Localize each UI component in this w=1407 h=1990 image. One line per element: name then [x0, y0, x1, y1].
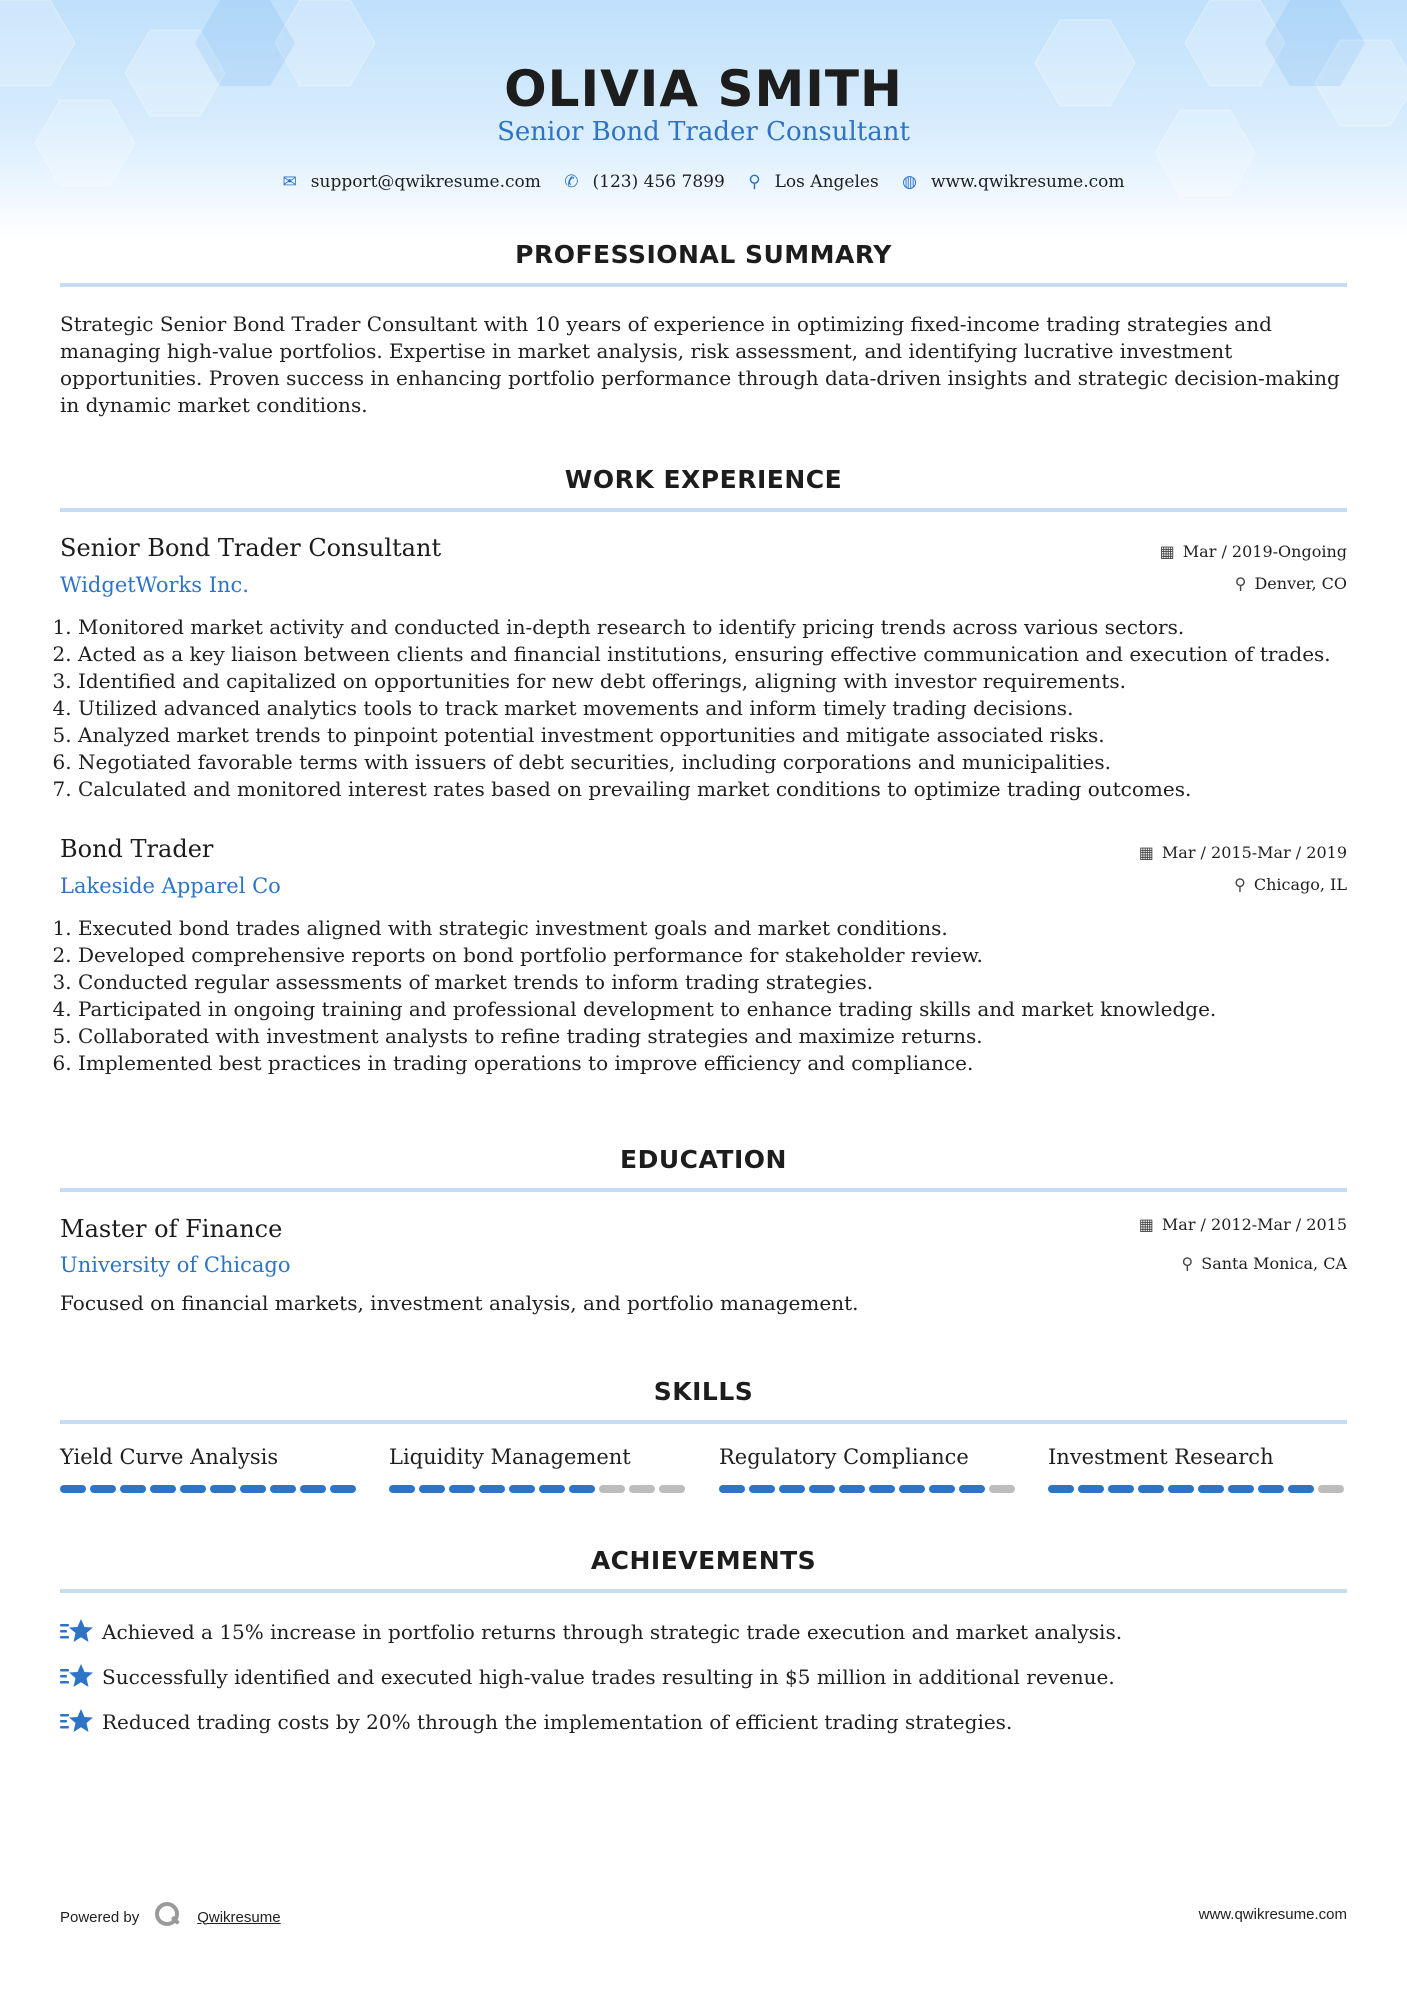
skill-level-segment — [419, 1485, 445, 1493]
qwikresume-link[interactable]: Qwikresume — [197, 1908, 281, 1926]
skill-level-segment — [659, 1485, 685, 1493]
job-company: WidgetWorks Inc. — [60, 573, 249, 597]
skill-level-segment — [1318, 1485, 1344, 1493]
location-pin-icon: ⚲ — [748, 172, 761, 192]
skill-level-segment — [150, 1485, 176, 1493]
skill-level-segment — [330, 1485, 356, 1493]
skill-level-segment — [539, 1485, 565, 1493]
list-item: 7. Calculated and monitored interest rates based on prevailing market conditions to optimize trading outcomes. — [78, 776, 1368, 803]
skill-level-segment — [90, 1485, 116, 1493]
skill-level-bar — [389, 1485, 685, 1493]
calendar-icon: ▦ — [1138, 843, 1154, 862]
achievement-item: Reduced trading costs by 20% through the implementation of efficient trading strategies. — [60, 1707, 1350, 1740]
job-bullets — [60, 614, 1368, 803]
skill-item — [1048, 1445, 1348, 1469]
pin-icon: ⚲ — [1181, 1254, 1194, 1273]
summary-heading: PROFESSIONAL SUMMARY — [515, 240, 892, 269]
skill-level-segment — [449, 1485, 475, 1493]
skill-level-segment — [809, 1485, 835, 1493]
contact-email[interactable]: ✉ support@qwikresume.com — [282, 172, 541, 192]
candidate-name: OLIVIA SMITH — [504, 60, 903, 118]
skill-level-segment — [719, 1485, 745, 1493]
skill-level-bar — [60, 1485, 356, 1493]
contact-location: ⚲ Los Angeles — [748, 172, 879, 192]
skill-level-segment — [479, 1485, 505, 1493]
skill-level-segment — [869, 1485, 895, 1493]
calendar-icon: ▦ — [1159, 542, 1175, 561]
calendar-icon: ▦ — [1138, 1215, 1154, 1234]
skill-level-segment — [1078, 1485, 1104, 1493]
job-company: Lakeside Apparel Co — [60, 874, 281, 898]
pin-icon: ⚲ — [1234, 574, 1247, 593]
section-divider — [60, 508, 1347, 512]
skill-level-segment — [389, 1485, 415, 1493]
section-divider — [60, 1589, 1347, 1593]
skill-level-segment — [779, 1485, 805, 1493]
section-divider — [60, 1420, 1347, 1424]
skill-level-segment — [929, 1485, 955, 1493]
job-date: ▦ Mar / 2019-Ongoing — [1159, 542, 1347, 561]
contact-phone[interactable]: ✆ (123) 456 7899 — [564, 172, 725, 192]
candidate-title: Senior Bond Trader Consultant — [497, 117, 910, 147]
skill-level-segment — [1288, 1485, 1314, 1493]
skill-level-segment — [240, 1485, 266, 1493]
list-item: 1. Monitored market activity and conducted in-depth research to identify pricing trends across various sectors. — [78, 614, 1368, 641]
skill-level-segment — [959, 1485, 985, 1493]
list-item: 3. Conducted regular assessments of market trends to inform trading strategies. — [78, 969, 1368, 996]
list-item: 6. Implemented best practices in trading operations to improve efficiency and compliance. — [78, 1050, 1368, 1077]
education-location: ⚲ Santa Monica, CA — [1181, 1254, 1347, 1273]
globe-icon: ◍ — [902, 172, 917, 192]
education-date: ▦ Mar / 2012-Mar / 2015 — [1138, 1215, 1347, 1234]
footer-powered-by: Powered by Qwikresume — [60, 1900, 281, 1934]
job-bullets — [60, 915, 1368, 1077]
skill-level-segment — [569, 1485, 595, 1493]
skill-level-segment — [509, 1485, 535, 1493]
skill-level-segment — [989, 1485, 1015, 1493]
star-icon — [60, 1617, 94, 1650]
skill-level-segment — [1228, 1485, 1254, 1493]
experience-heading: WORK EXPERIENCE — [564, 465, 843, 494]
education-degree: Master of Finance — [60, 1215, 283, 1243]
skill-level-segment — [1168, 1485, 1194, 1493]
skill-level-segment — [300, 1485, 326, 1493]
skill-level-segment — [749, 1485, 775, 1493]
skills-heading: SKILLS — [653, 1377, 754, 1406]
qwikresume-logo-icon — [153, 1900, 183, 1934]
job-location: ⚲ Chicago, IL — [1234, 875, 1347, 894]
section-divider — [60, 283, 1347, 287]
list-item: 1. Executed bond trades aligned with strategic investment goals and market conditions. — [78, 915, 1368, 942]
skill-name: Yield Curve Analysis — [60, 1445, 279, 1469]
envelope-icon: ✉ — [282, 172, 297, 192]
list-item: 2. Developed comprehensive reports on bond portfolio performance for stakeholder review. — [78, 942, 1368, 969]
job-location: ⚲ Denver, CO — [1234, 574, 1347, 593]
phone-icon: ✆ — [564, 172, 579, 192]
education-description: Focused on financial markets, investment analysis, and portfolio management. — [60, 1291, 859, 1315]
achievements-heading: ACHIEVEMENTS — [590, 1546, 817, 1575]
skill-level-segment — [1108, 1485, 1134, 1493]
list-item: 3. Identified and capitalized on opportunities for new debt offerings, aligning with investor requirements. — [78, 668, 1368, 695]
skill-name: Investment Research — [1048, 1445, 1274, 1469]
skill-level-segment — [899, 1485, 925, 1493]
contact-line — [0, 172, 1407, 192]
contact-website[interactable]: ◍ www.qwikresume.com — [902, 172, 1125, 192]
list-item: 5. Analyzed market trends to pinpoint potential investment opportunities and mitigate associated risks. — [78, 722, 1368, 749]
list-item: 2. Acted as a key liaison between clients and financial institutions, ensuring effective communication and execution of trades. — [78, 641, 1368, 668]
achievement-item: Achieved a 15% increase in portfolio returns through strategic trade execution and market analysis. — [60, 1617, 1350, 1650]
skill-item — [60, 1445, 360, 1469]
skill-name: Regulatory Compliance — [719, 1445, 969, 1469]
list-item: 6. Negotiated favorable terms with issuers of debt securities, including corporations and municipalities. — [78, 749, 1368, 776]
skill-level-segment — [1048, 1485, 1074, 1493]
skill-level-segment — [120, 1485, 146, 1493]
skill-item — [389, 1445, 689, 1469]
footer-url[interactable]: www.qwikresume.com — [1198, 1906, 1347, 1923]
star-icon — [60, 1662, 94, 1695]
pin-icon: ⚲ — [1234, 875, 1246, 894]
job-title: Bond Trader — [60, 835, 214, 863]
skill-level-segment — [599, 1485, 625, 1493]
skill-level-bar — [1048, 1485, 1344, 1493]
list-item: 4. Utilized advanced analytics tools to track market movements and inform timely trading decisions. — [78, 695, 1368, 722]
job-date: ▦ Mar / 2015-Mar / 2019 — [1138, 843, 1347, 862]
skill-level-segment — [1198, 1485, 1224, 1493]
star-icon — [60, 1707, 94, 1740]
list-item: 5. Collaborated with investment analysts to refine trading strategies and maximize returns. — [78, 1023, 1368, 1050]
skill-level-bar — [719, 1485, 1015, 1493]
section-divider — [60, 1188, 1347, 1192]
education-school: University of Chicago — [60, 1253, 291, 1277]
skill-level-segment — [839, 1485, 865, 1493]
job-title: Senior Bond Trader Consultant — [60, 534, 442, 562]
skill-level-segment — [629, 1485, 655, 1493]
list-item: 4. Participated in ongoing training and professional development to enhance trading skills and market knowledge. — [78, 996, 1368, 1023]
summary-text: Strategic Senior Bond Trader Consultant with 10 years of experience in optimizing fixed-income trading strategies and managing high-value portfolios. Expertise in market analysis, risk assessment, and identifying lucrative investment opportunities. Proven success in enhancing portfolio performance through data-driven insights and strategic decision-making in dynamic market conditions. — [60, 312, 1340, 417]
skill-level-segment — [1138, 1485, 1164, 1493]
skill-level-segment — [60, 1485, 86, 1493]
skill-item — [719, 1445, 1019, 1469]
skill-level-segment — [270, 1485, 296, 1493]
skill-level-segment — [180, 1485, 206, 1493]
skill-level-segment — [210, 1485, 236, 1493]
achievement-item: Successfully identified and executed high-value trades resulting in $5 million in additional revenue. — [60, 1662, 1350, 1695]
skill-level-segment — [1258, 1485, 1284, 1493]
education-heading: EDUCATION — [620, 1145, 787, 1174]
skill-name: Liquidity Management — [389, 1445, 631, 1469]
